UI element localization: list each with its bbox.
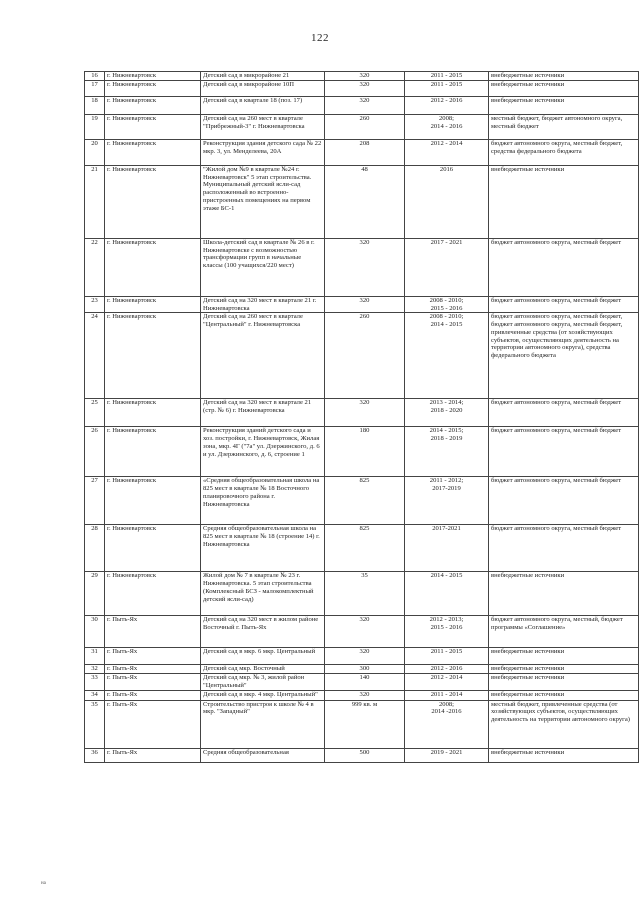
object-name-cell: Детский сад мкр. № 3, жилой район "Центральный" (201, 674, 325, 690)
object-name-cell: «Средняя общеобразовательная школа на 825 мест в квартале № 18 Восточного планировочного района г. Нижневартовска (201, 477, 325, 525)
funding-source-cell: внебюджетные источники (489, 665, 639, 674)
table-row (85, 399, 639, 427)
funding-source-cell: бюджет автономного округа, местный бюджет (489, 297, 639, 313)
capacity-cell: 320 (325, 399, 405, 427)
row-number: 26 (85, 427, 105, 477)
table-row (85, 477, 639, 525)
table-row (85, 525, 639, 572)
city-cell: г. Нижневартовск (105, 140, 201, 166)
row-number: 34 (85, 690, 105, 700)
table-row (85, 690, 639, 700)
years-cell: 2012 - 2014 (405, 140, 489, 166)
city-cell: г. Нижневартовск (105, 97, 201, 115)
row-number: 30 (85, 616, 105, 648)
row-number: 27 (85, 477, 105, 525)
capacity-cell: 320 (325, 648, 405, 665)
table-row (85, 313, 639, 399)
city-cell: г. Нижневартовск (105, 572, 201, 616)
row-number: 32 (85, 665, 105, 674)
funding-source-cell: внебюджетные источники (489, 648, 639, 665)
capacity-cell: 300 (325, 665, 405, 674)
years-cell: 2017-2021 (405, 525, 489, 572)
funding-source-cell: внебюджетные источники (489, 81, 639, 97)
row-number: 16 (85, 72, 105, 81)
funding-source-cell: бюджет автономного округа, местный бюджет (489, 239, 639, 297)
capacity-cell: 260 (325, 115, 405, 140)
years-cell: 2012 - 2014 (405, 674, 489, 690)
years-cell: 2011 - 2014 (405, 690, 489, 700)
object-name-cell: "Жилой дом №9 в квартале №24 г. Нижневартовск" 5 этап строительства. Муниципальный детский ясли-сад расположенный во встроенно-пристроенных помещениях на первом этаже БС-1 (201, 166, 325, 239)
capacity-cell: 35 (325, 572, 405, 616)
capacity-cell: 320 (325, 81, 405, 97)
city-cell: г. Пыть-Ях (105, 665, 201, 674)
capacity-cell: 320 (325, 239, 405, 297)
table-row (85, 166, 639, 239)
city-cell: г. Пыть-Ях (105, 616, 201, 648)
years-cell: 2014 - 2015 (405, 572, 489, 616)
table-row (85, 616, 639, 648)
row-number: 21 (85, 166, 105, 239)
city-cell: г. Нижневартовск (105, 115, 201, 140)
object-name-cell: Детский сад на 320 мест в квартале 21 (стр. № 6) г. Нижневартовска (201, 399, 325, 427)
years-cell: 2008; 2014 - 2016 (405, 115, 489, 140)
row-number: 36 (85, 748, 105, 762)
city-cell: г. Нижневартовск (105, 166, 201, 239)
table-row (85, 297, 639, 313)
years-cell: 2014 - 2015; 2018 - 2019 (405, 427, 489, 477)
capacity-cell: 208 (325, 140, 405, 166)
object-name-cell: Жилой дом № 7 в квартале № 23 г. Нижневартовска. 5 этап строительства (Комплексный БСЗ - малокомплектный детский ясли-сад) (201, 572, 325, 616)
table-row (85, 748, 639, 762)
table-row (85, 674, 639, 690)
table-row (85, 97, 639, 115)
object-name-cell: Детский сад на 320 мест в квартале 21 г. Нижневартовска (201, 297, 325, 313)
table-row (85, 572, 639, 616)
object-name-cell: Детский сад на 320 мест в жилом районе Восточный г. Пыть-Ях (201, 616, 325, 648)
table-row (85, 140, 639, 166)
city-cell: г. Нижневартовск (105, 525, 201, 572)
funding-source-cell: бюджет автономного округа, местный бюджет (489, 427, 639, 477)
row-number: 33 (85, 674, 105, 690)
row-number: 19 (85, 115, 105, 140)
objects-table (84, 71, 639, 763)
capacity-cell: 140 (325, 674, 405, 690)
row-number: 28 (85, 525, 105, 572)
city-cell: г. Нижневартовск (105, 72, 201, 81)
page-number: 122 (311, 32, 329, 44)
city-cell: г. Нижневартовск (105, 313, 201, 399)
table-row (85, 665, 639, 674)
footer-mark: на (41, 881, 46, 886)
table-row (85, 700, 639, 748)
years-cell: 2011 - 2015 (405, 81, 489, 97)
capacity-cell: 320 (325, 72, 405, 81)
funding-source-cell: внебюджетные источники (489, 690, 639, 700)
capacity-cell: 825 (325, 525, 405, 572)
funding-source-cell: внебюджетные источники (489, 674, 639, 690)
object-name-cell: Детский сад в мкр. 6 мкр. Центральный (201, 648, 325, 665)
table-body (85, 72, 639, 763)
funding-source-cell: бюджет автономного округа, местный бюджет (489, 525, 639, 572)
table-row (85, 239, 639, 297)
capacity-cell: 180 (325, 427, 405, 477)
years-cell: 2011 - 2015 (405, 72, 489, 81)
object-name-cell: Детский сад в мкр. 4 мкр. Центральный" (201, 690, 325, 700)
object-name-cell: Детский сад мкр. Восточный (201, 665, 325, 674)
table-row (85, 81, 639, 97)
object-name-cell: Детский сад в микрорайоне 21 (201, 72, 325, 81)
years-cell: 2012 - 2016 (405, 665, 489, 674)
city-cell: г. Нижневартовск (105, 477, 201, 525)
object-name-cell: Средняя общеобразовательная (201, 748, 325, 762)
row-number: 35 (85, 700, 105, 748)
funding-source-cell: внебюджетные источники (489, 748, 639, 762)
row-number: 25 (85, 399, 105, 427)
funding-source-cell: внебюджетные источники (489, 72, 639, 81)
object-name-cell: Школа-детский сад в квартале № 26 в г. Нижневартовске с возможностью трансформации групп в начальные классы (100 учащихся/220 мест) (201, 239, 325, 297)
city-cell: г. Нижневартовск (105, 399, 201, 427)
city-cell: г. Пыть-Ях (105, 674, 201, 690)
row-number: 18 (85, 97, 105, 115)
capacity-cell: 320 (325, 616, 405, 648)
years-cell: 2012 - 2013; 2015 - 2016 (405, 616, 489, 648)
object-name-cell: Детский сад на 260 мест в квартале "Центральный" г. Нижневартовска (201, 313, 325, 399)
years-cell: 2016 (405, 166, 489, 239)
capacity-cell: 320 (325, 297, 405, 313)
funding-source-cell: внебюджетные источники (489, 166, 639, 239)
years-cell: 2019 - 2021 (405, 748, 489, 762)
object-name-cell: Детский сад в квартале 18 (поз. 17) (201, 97, 325, 115)
capacity-cell: 320 (325, 690, 405, 700)
capacity-cell: 500 (325, 748, 405, 762)
row-number: 31 (85, 648, 105, 665)
city-cell: г. Пыть-Ях (105, 748, 201, 762)
years-cell: 2008 - 2010; 2014 - 2015 (405, 313, 489, 399)
object-name-cell: Строительство пристроя к школе № 4 в мкр. "Западный" (201, 700, 325, 748)
row-number: 29 (85, 572, 105, 616)
funding-source-cell: бюджет автономного округа, местный бюджет (489, 477, 639, 525)
table-row (85, 115, 639, 140)
city-cell: г. Нижневартовск (105, 297, 201, 313)
table-row (85, 427, 639, 477)
funding-source-cell: бюджет автономного округа, местный бюджет, бюджет автономного округа, местный бюджет, привлеченные средства (от хозяйствующих субъектов, осуществляющих деятельность на территории автономного округа), средства федерального бюджета (489, 313, 639, 399)
object-name-cell: Реконструкция зданий детского сада и хоз. постройки, г. Нижневартовск, Жилая зона, мкр. 4Г ("7а" ул. Дзержинского, д. 6 и ул. Дзержинского, д. 6, строение 1 (201, 427, 325, 477)
years-cell: 2013 - 2014; 2018 - 2020 (405, 399, 489, 427)
years-cell: 2011 - 2012; 2017-2019 (405, 477, 489, 525)
object-name-cell: Средняя общеобразовательная школа на 825 мест в квартале № 18 (строение 14) г. Нижневартовска (201, 525, 325, 572)
city-cell: г. Нижневартовск (105, 81, 201, 97)
object-name-cell: Детский сад в микрорайоне 10П (201, 81, 325, 97)
capacity-cell: 999 кв. м (325, 700, 405, 748)
row-number: 20 (85, 140, 105, 166)
row-number: 17 (85, 81, 105, 97)
years-cell: 2017 - 2021 (405, 239, 489, 297)
object-name-cell: Детский сад на 260 мест в квартале "Прибрежный-3" г. Нижневартовска (201, 115, 325, 140)
capacity-cell: 825 (325, 477, 405, 525)
funding-source-cell: внебюджетные источники (489, 572, 639, 616)
years-cell: 2008 - 2010; 2015 - 2016 (405, 297, 489, 313)
row-number: 23 (85, 297, 105, 313)
city-cell: г. Нижневартовск (105, 239, 201, 297)
capacity-cell: 260 (325, 313, 405, 399)
funding-source-cell: бюджет автономного округа, местный бюджет (489, 399, 639, 427)
years-cell: 2011 - 2015 (405, 648, 489, 665)
city-cell: г. Пыть-Ях (105, 700, 201, 748)
city-cell: г. Нижневартовск (105, 427, 201, 477)
city-cell: г. Пыть-Ях (105, 690, 201, 700)
row-number: 22 (85, 239, 105, 297)
capacity-cell: 48 (325, 166, 405, 239)
funding-source-cell: бюджет автономного округа, местный бюджет, средства федерального бюджета (489, 140, 639, 166)
row-number: 24 (85, 313, 105, 399)
funding-source-cell: бюджет автономного округа, местный, бюджет программы «Соглашение» (489, 616, 639, 648)
years-cell: 2012 - 2016 (405, 97, 489, 115)
table-row (85, 72, 639, 81)
years-cell: 2008; 2014 -2016 (405, 700, 489, 748)
funding-source-cell: местный бюджет, бюджет автономного округа, местный бюджет (489, 115, 639, 140)
funding-source-cell: местный бюджет, привлеченные средства (от хозяйствующих субъектов, осуществляющих деятельность на территории автономного округа) (489, 700, 639, 748)
funding-source-cell: внебюджетные источники (489, 97, 639, 115)
object-name-cell: Реконструкция здания детского сада № 22 мкр. 3, ул. Менделеева, 20А (201, 140, 325, 166)
city-cell: г. Пыть-Ях (105, 648, 201, 665)
table-row (85, 648, 639, 665)
capacity-cell: 320 (325, 97, 405, 115)
